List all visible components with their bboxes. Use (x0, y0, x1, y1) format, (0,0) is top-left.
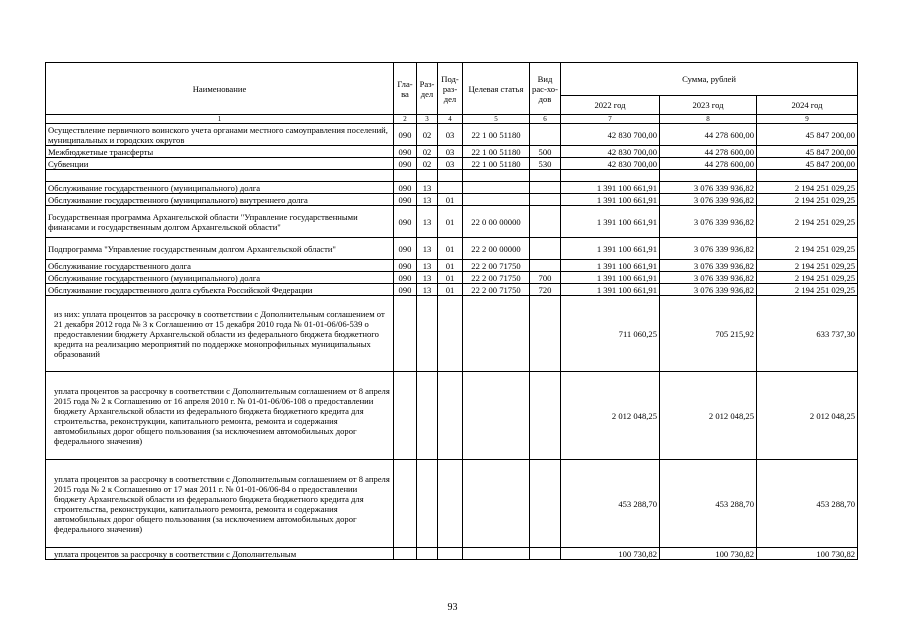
row-amount-2022: 1 391 100 661,91 (561, 182, 660, 194)
row-vid (530, 124, 561, 146)
row-amount-2024: 100 730,82 (757, 548, 858, 560)
row-podrazdel (438, 182, 463, 194)
row-name: из них: уплата процентов за рассрочку в соответствии с Дополнительным соглашением от 21 декабря 2012 года № 3 к Соглашению от 15 декабря 2010 года № 01-01-06/06-539 о предоставлении бюджету Архангельской области из федерального бюджета бюджетного кредита на реализацию мероприятий по поддержке монопрофильных муниципальных образований (46, 296, 394, 372)
row-razdel: 02 (417, 146, 438, 158)
row-amount-2024: 2 194 251 029,25 (757, 182, 858, 194)
header-razdel: Раз-дел (417, 63, 438, 115)
row-amount-2022: 1 391 100 661,91 (561, 284, 660, 296)
row-glava: 090 (394, 272, 417, 284)
table-row (46, 124, 858, 146)
row-target (463, 460, 530, 548)
row-target: 22 2 00 71750 (463, 272, 530, 284)
col-number: 4 (438, 115, 463, 124)
col-number: 8 (660, 115, 757, 124)
row-razdel: 13 (417, 238, 438, 260)
row-glava (394, 372, 417, 460)
col-number: 2 (394, 115, 417, 124)
row-amount-2022: 2 012 048,25 (561, 372, 660, 460)
row-razdel (417, 170, 438, 182)
row-glava: 090 (394, 146, 417, 158)
row-razdel: 13 (417, 260, 438, 272)
row-amount-2023: 44 278 600,00 (660, 146, 757, 158)
row-glava (394, 170, 417, 182)
table-row (46, 182, 858, 194)
row-target (463, 296, 530, 372)
row-podrazdel: 01 (438, 272, 463, 284)
col-number: 9 (757, 115, 858, 124)
row-amount-2023: 3 076 339 936,82 (660, 238, 757, 260)
row-amount-2023: 100 730,82 (660, 548, 757, 560)
row-razdel: 13 (417, 206, 438, 238)
row-amount-2024: 2 194 251 029,25 (757, 238, 858, 260)
table-row (46, 284, 858, 296)
header-name: Наименование (46, 63, 394, 115)
row-vid (530, 260, 561, 272)
table-row (46, 170, 858, 182)
row-glava: 090 (394, 194, 417, 206)
col-number: 7 (561, 115, 660, 124)
header-target: Целевая статья (463, 63, 530, 115)
row-amount-2022: 1 391 100 661,91 (561, 238, 660, 260)
row-amount-2023: 3 076 339 936,82 (660, 260, 757, 272)
row-vid: 720 (530, 284, 561, 296)
row-amount-2023: 3 076 339 936,82 (660, 182, 757, 194)
row-target: 22 1 00 51180 (463, 146, 530, 158)
row-vid (530, 296, 561, 372)
row-podrazdel: 01 (438, 284, 463, 296)
row-target: 22 1 00 51180 (463, 124, 530, 146)
row-razdel: 13 (417, 272, 438, 284)
row-amount-2024: 2 194 251 029,25 (757, 194, 858, 206)
row-amount-2023: 705 215,92 (660, 296, 757, 372)
row-razdel (417, 372, 438, 460)
row-amount-2024: 2 012 048,25 (757, 372, 858, 460)
row-amount-2022: 1 391 100 661,91 (561, 194, 660, 206)
row-glava (394, 548, 417, 560)
row-razdel: 13 (417, 194, 438, 206)
row-glava: 090 (394, 260, 417, 272)
row-target: 22 2 00 71750 (463, 260, 530, 272)
row-razdel: 02 (417, 158, 438, 170)
row-podrazdel: 01 (438, 260, 463, 272)
row-amount-2022: 42 830 700,00 (561, 158, 660, 170)
row-target (463, 372, 530, 460)
row-name: Обслуживание государственного долга (46, 260, 394, 272)
row-name: Обслуживание государственного долга субъекта Российской Федерации (46, 284, 394, 296)
header-vid: Вид рас-хо-дов (530, 63, 561, 115)
row-podrazdel (438, 170, 463, 182)
row-glava: 090 (394, 182, 417, 194)
row-name: уплата процентов за рассрочку в соответствии с Дополнительным (46, 548, 394, 560)
row-target (463, 182, 530, 194)
row-podrazdel: 01 (438, 238, 463, 260)
row-target: 22 1 00 51180 (463, 158, 530, 170)
row-amount-2023: 3 076 339 936,82 (660, 206, 757, 238)
row-amount-2023: 2 012 048,25 (660, 372, 757, 460)
row-name: Обслуживание государственного (муниципального) внутреннего долга (46, 194, 394, 206)
table-row (46, 272, 858, 284)
row-amount-2024: 2 194 251 029,25 (757, 206, 858, 238)
budget-table (45, 62, 858, 560)
row-target: 22 0 00 00000 (463, 206, 530, 238)
row-amount-2022: 1 391 100 661,91 (561, 272, 660, 284)
row-amount-2024 (757, 170, 858, 182)
row-target: 22 2 00 00000 (463, 238, 530, 260)
row-podrazdel: 01 (438, 194, 463, 206)
col-number: 3 (417, 115, 438, 124)
row-amount-2024: 2 194 251 029,25 (757, 284, 858, 296)
table-row (46, 296, 858, 372)
row-vid (530, 460, 561, 548)
row-podrazdel (438, 296, 463, 372)
row-vid: 530 (530, 158, 561, 170)
row-podrazdel (438, 372, 463, 460)
col-number: 1 (46, 115, 394, 124)
row-name (46, 170, 394, 182)
row-amount-2023 (660, 170, 757, 182)
row-amount-2022: 42 830 700,00 (561, 146, 660, 158)
row-glava: 090 (394, 206, 417, 238)
header-glava: Гла-ва (394, 63, 417, 115)
row-razdel (417, 460, 438, 548)
table-row (46, 158, 858, 170)
row-name: Обслуживание государственного (муниципального) долга (46, 272, 394, 284)
row-glava: 090 (394, 124, 417, 146)
row-podrazdel: 03 (438, 146, 463, 158)
row-target (463, 194, 530, 206)
header-year-2022: 2022 год (561, 96, 660, 115)
row-razdel (417, 548, 438, 560)
row-glava (394, 460, 417, 548)
row-name: Осуществление первичного воинского учета органами местного самоуправления поселений, муниципальных и городских округов (46, 124, 394, 146)
row-name: Обслуживание государственного (муниципального) долга (46, 182, 394, 194)
header-year-2024: 2024 год (757, 96, 858, 115)
header-sum: Сумма, рублей (561, 63, 858, 96)
table-row (46, 372, 858, 460)
row-amount-2024: 633 737,30 (757, 296, 858, 372)
row-name: Государственная программа Архангельской области "Управление государственными финансами и государственным долгом Архангельской области" (46, 206, 394, 238)
table-row (46, 460, 858, 548)
table-row (46, 206, 858, 238)
row-amount-2024: 2 194 251 029,25 (757, 260, 858, 272)
table-row (46, 260, 858, 272)
row-vid (530, 182, 561, 194)
row-amount-2024: 45 847 200,00 (757, 146, 858, 158)
row-vid (530, 238, 561, 260)
row-amount-2022: 453 288,70 (561, 460, 660, 548)
row-amount-2022: 711 060,25 (561, 296, 660, 372)
row-vid (530, 548, 561, 560)
row-vid (530, 194, 561, 206)
row-target: 22 2 00 71750 (463, 284, 530, 296)
row-target (463, 548, 530, 560)
row-amount-2024: 453 288,70 (757, 460, 858, 548)
row-podrazdel: 03 (438, 158, 463, 170)
row-glava: 090 (394, 284, 417, 296)
col-number: 5 (463, 115, 530, 124)
row-name: уплата процентов за рассрочку в соответствии с Дополнительным соглашением от 8 апреля 2015 года № 2 к Соглашению от 16 апреля 2010 г. № 01-01-06/06-108 о предоставлении бюджету Архангельской области из федерального бюджета бюджетного кредита для строительства, реконструкции, капитального ремонта, ремонта и содержания автомобильных дорог общего пользования (за исключением автомобильных дорог федерального значения) (46, 372, 394, 460)
row-vid: 500 (530, 146, 561, 158)
row-amount-2023: 3 076 339 936,82 (660, 284, 757, 296)
row-podrazdel: 01 (438, 206, 463, 238)
header-podrazdel: Под-раз-дел (438, 63, 463, 115)
row-name: Межбюджетные трансферты (46, 146, 394, 158)
column-number-row (46, 115, 858, 124)
row-podrazdel (438, 548, 463, 560)
row-amount-2022: 1 391 100 661,91 (561, 260, 660, 272)
header-year-2023: 2023 год (660, 96, 757, 115)
row-amount-2022: 100 730,82 (561, 548, 660, 560)
row-amount-2022: 1 391 100 661,91 (561, 206, 660, 238)
row-vid (530, 206, 561, 238)
table-header (46, 63, 858, 124)
table-row (46, 194, 858, 206)
row-vid (530, 372, 561, 460)
row-amount-2023: 44 278 600,00 (660, 158, 757, 170)
row-razdel: 13 (417, 182, 438, 194)
row-vid (530, 170, 561, 182)
col-number: 6 (530, 115, 561, 124)
row-glava: 090 (394, 158, 417, 170)
table-body (46, 124, 858, 560)
row-vid: 700 (530, 272, 561, 284)
row-glava (394, 296, 417, 372)
row-name: Подпрограмма "Управление государственным долгом Архангельской области" (46, 238, 394, 260)
table-row (46, 548, 858, 560)
table-row (46, 146, 858, 158)
page-number: 93 (447, 602, 458, 613)
row-name: Субвенции (46, 158, 394, 170)
row-amount-2023: 44 278 600,00 (660, 124, 757, 146)
row-podrazdel: 03 (438, 124, 463, 146)
row-amount-2022 (561, 170, 660, 182)
row-razdel (417, 296, 438, 372)
row-glava: 090 (394, 238, 417, 260)
row-amount-2023: 3 076 339 936,82 (660, 194, 757, 206)
row-target (463, 170, 530, 182)
row-name: уплата процентов за рассрочку в соответствии с Дополнительным соглашением от 8 апреля 2015 года № 2 к Соглашению от 17 мая 2011 г. № 01-01-06/06-84 о предоставлении бюджету Архангельской области из федерального бюджета бюджетного кредита для строительства, реконструкции, капитального ремонта, ремонта и содержания автомобильных дорог общего пользования (за исключением автомобильных дорог федерального значения) (46, 460, 394, 548)
row-amount-2024: 45 847 200,00 (757, 158, 858, 170)
row-amount-2023: 453 288,70 (660, 460, 757, 548)
row-razdel: 02 (417, 124, 438, 146)
row-amount-2023: 3 076 339 936,82 (660, 272, 757, 284)
row-amount-2024: 2 194 251 029,25 (757, 272, 858, 284)
row-razdel: 13 (417, 284, 438, 296)
row-amount-2022: 42 830 700,00 (561, 124, 660, 146)
table-row (46, 238, 858, 260)
row-podrazdel (438, 460, 463, 548)
row-amount-2024: 45 847 200,00 (757, 124, 858, 146)
